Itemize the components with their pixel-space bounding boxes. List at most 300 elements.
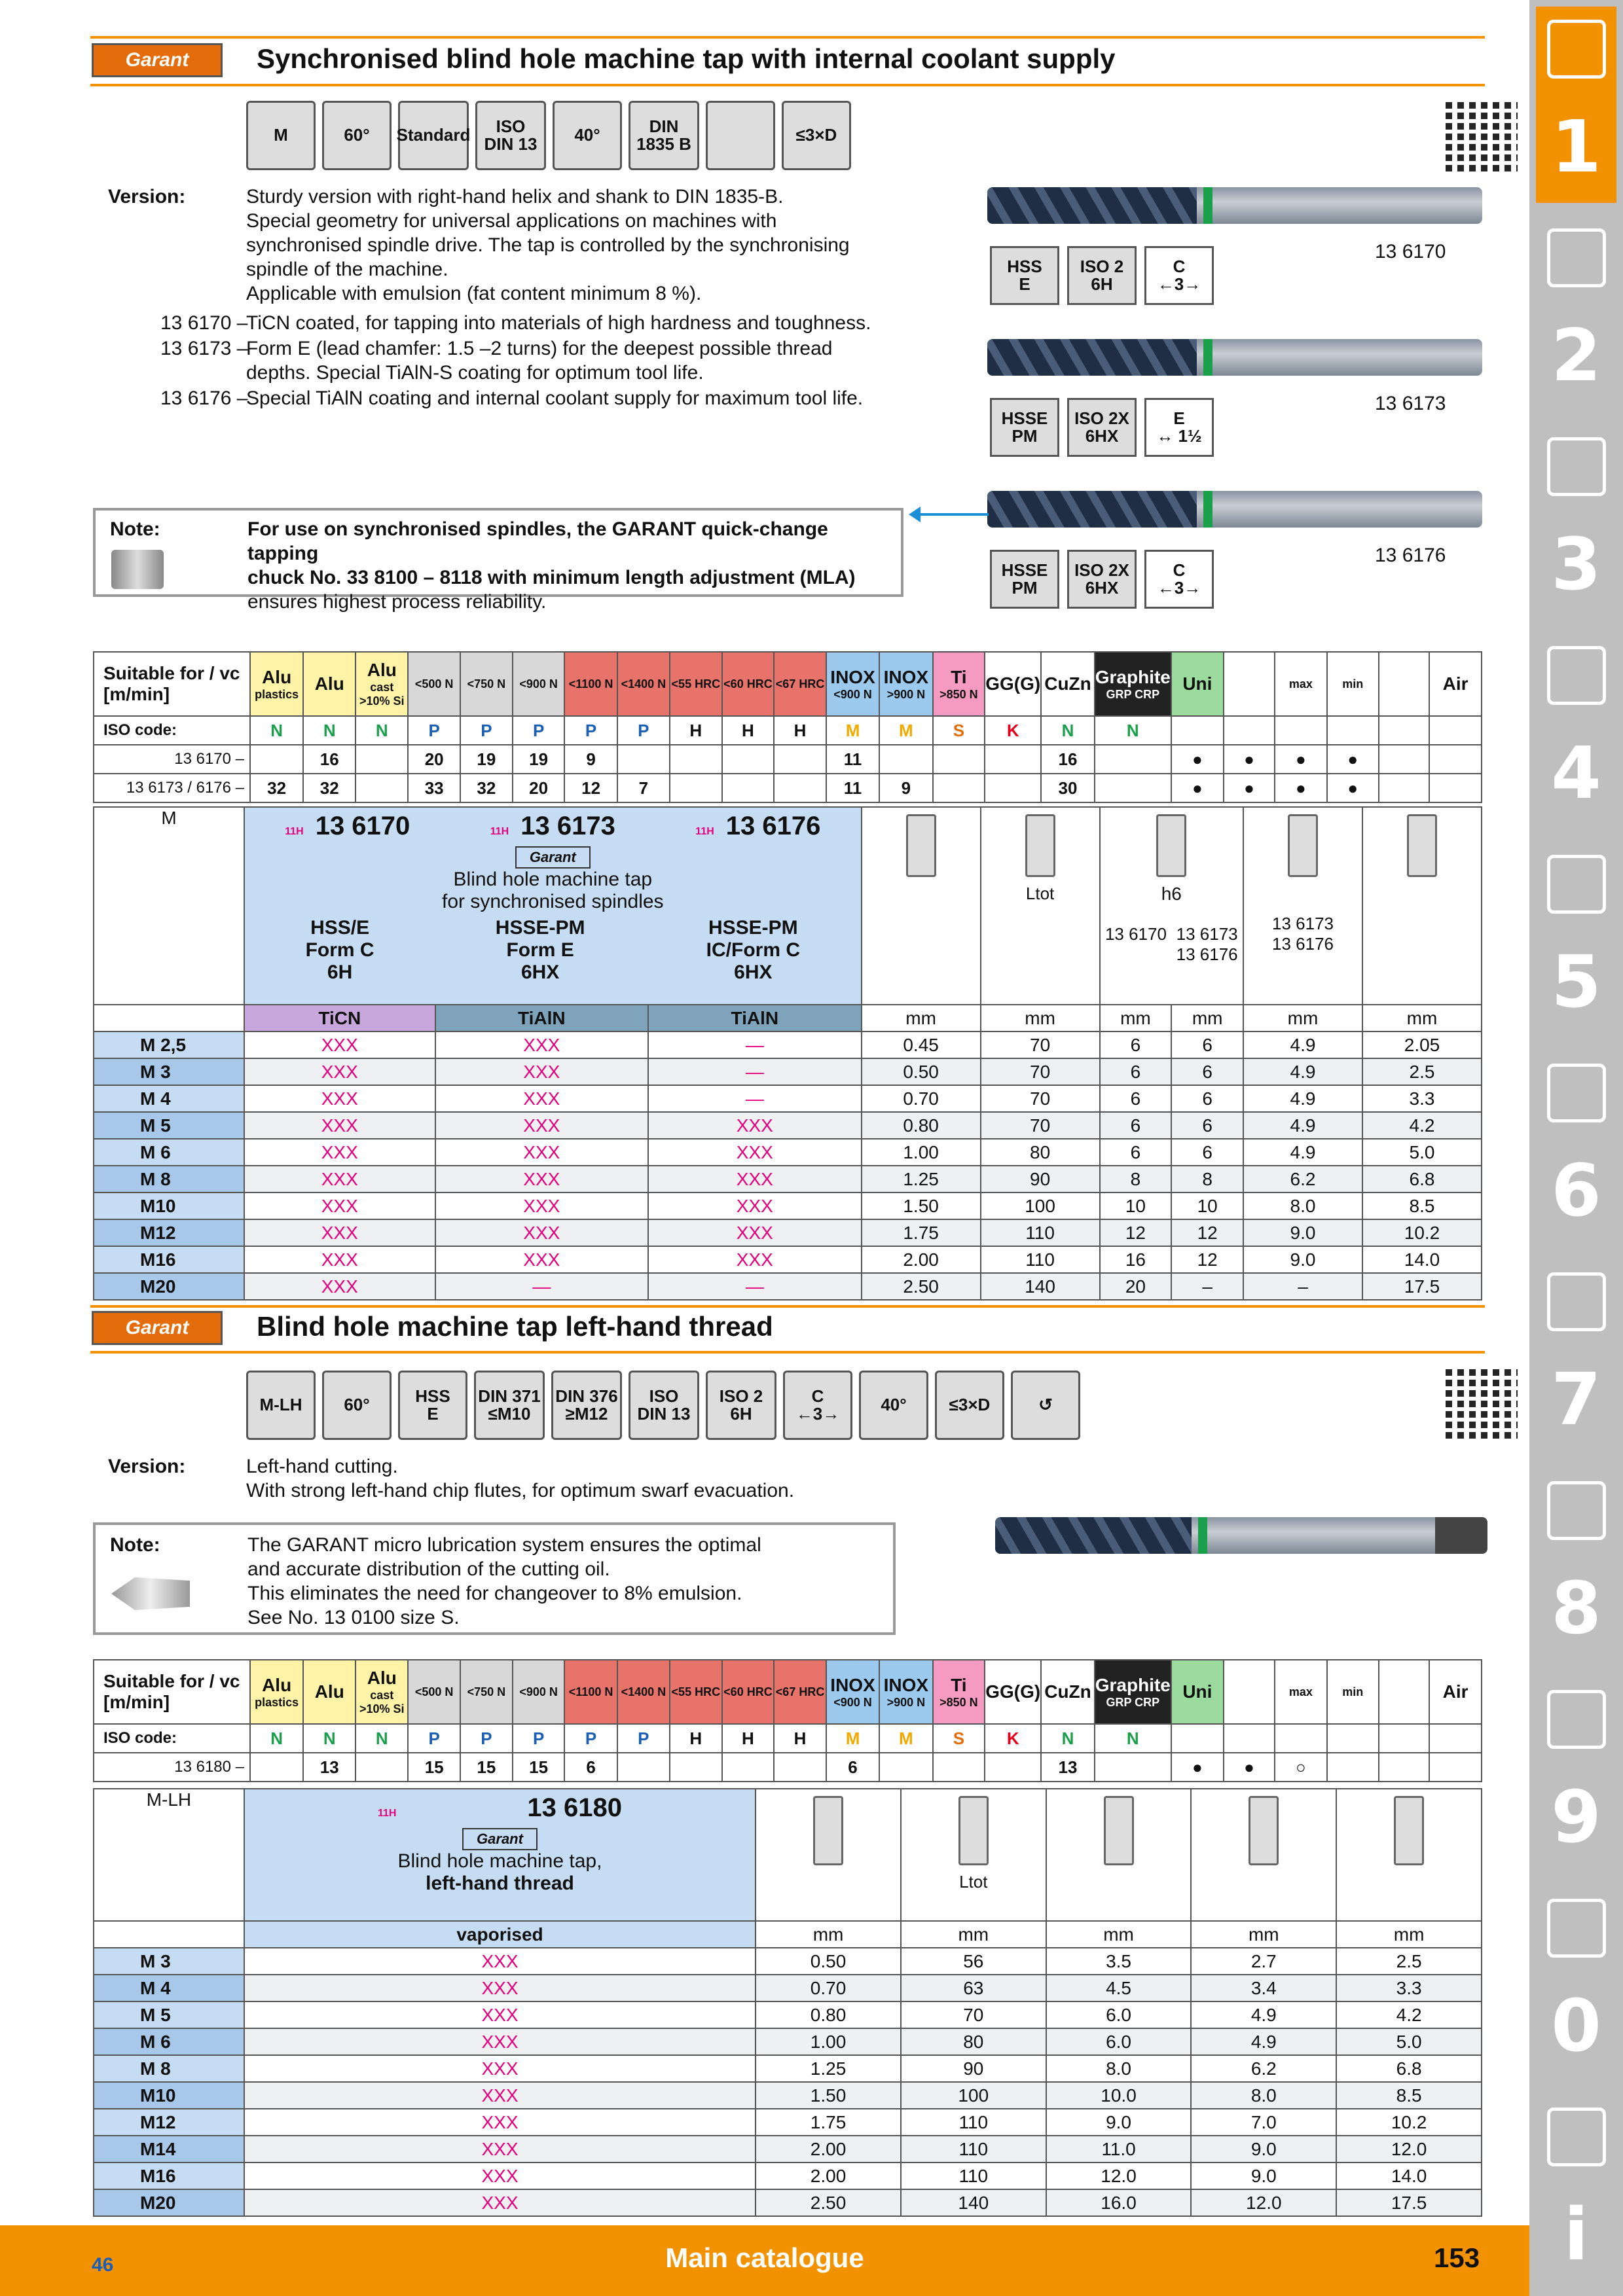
cutting-speed: [879, 745, 932, 774]
pictogram-line-1: ISO: [649, 1386, 679, 1406]
square-icon-graphic: [1288, 814, 1318, 877]
iso-code-label: ISO code:: [94, 1724, 250, 1753]
drill-diameter-icon-graphic: [1394, 1796, 1424, 1865]
cutting-speed: [879, 1753, 932, 1782]
material-column-header: [1429, 652, 1482, 716]
material-line-2: E: [1019, 274, 1030, 294]
article-range: 13 6180 –: [94, 1753, 250, 1782]
material-column-header: [564, 652, 617, 716]
availability: XXX: [648, 1193, 862, 1219]
dimension-value: 63: [901, 1975, 1046, 2001]
material-column-header: [1327, 1660, 1379, 1724]
iso-code: P: [513, 716, 565, 745]
dimension-value: 1.25: [756, 2055, 901, 2082]
availability: XXX: [648, 1112, 862, 1139]
coating-ring: [1203, 187, 1213, 224]
chamfer-form-badge: [1144, 246, 1214, 305]
material-column-header: [933, 652, 985, 716]
dimension-value: 12.0: [1336, 2136, 1482, 2162]
iso-code: P: [564, 1724, 617, 1753]
section2-title: Blind hole machine tap left-hand thread: [257, 1311, 773, 1342]
pictogram-line-1: ↺: [1038, 1395, 1053, 1415]
shank-code: 13 6170: [1104, 924, 1167, 944]
availability: XXX: [435, 1166, 649, 1193]
cutting-speed: [670, 1753, 722, 1782]
material-name: Uni: [1182, 673, 1213, 694]
variant-text: Form E (lead chamfer: 1.5 –2 turns) for the deepest possible thread depths. Special TiAlN-S coating for optimum tool life.: [246, 338, 833, 384]
dimension-value: 17.5: [1336, 2189, 1482, 2216]
version-label-2: Version:: [108, 1456, 186, 1477]
pictogram: [475, 101, 546, 170]
material-line-1: HSSE: [1001, 408, 1048, 428]
material-name: Graphite: [1095, 1674, 1171, 1695]
tolerance-tag: 11H: [695, 826, 714, 837]
cutting-speed: [356, 1753, 408, 1782]
material-column-header: [1171, 652, 1224, 716]
length-icon: [981, 807, 1100, 1005]
material-column-header: [408, 1660, 460, 1724]
text-line: Special geometry for universal applications on machines with: [246, 210, 777, 232]
dimension-value: 6.2: [1191, 2055, 1336, 2082]
material-spec: <55 HRC: [671, 1685, 721, 1698]
iso-code: N: [1095, 1724, 1171, 1753]
material-column-header: [1095, 652, 1171, 716]
material-column-header: [250, 652, 303, 716]
dimension-value: 17.5: [1362, 1273, 1482, 1300]
cutting-speed: 32: [250, 774, 303, 802]
cutting-speed: 13: [1041, 1753, 1095, 1782]
material-column-header: [1224, 1660, 1275, 1724]
text-line: chuck No. 33 8100 – 8118 with minimum length adjustment (MLA): [247, 567, 856, 588]
dimension-value: 80: [981, 1139, 1100, 1166]
length-icon: [901, 1789, 1046, 1921]
cutting-speed: [670, 745, 722, 774]
text-line: See No. 13 0100 size S.: [247, 1607, 460, 1628]
material-name: GG(G): [985, 1681, 1041, 1702]
material-column-header: [1171, 1660, 1224, 1724]
tool-image-136173: [987, 339, 1482, 376]
brand-logo: Garant: [462, 1828, 538, 1850]
text-line: spindle of the machine.: [246, 259, 448, 280]
availability: XXX: [244, 2082, 756, 2109]
dimension-value: 1.75: [862, 1219, 981, 1246]
version-text-2: [246, 1454, 1032, 1503]
availability: XXX: [648, 1139, 862, 1166]
unit-label: mm: [1362, 1005, 1482, 1031]
dimension-value: 6.0: [1046, 2028, 1192, 2055]
material-line-1: HSS: [1007, 256, 1042, 276]
dimension-value: 1.50: [862, 1193, 981, 1219]
cutting-speed: 32: [460, 774, 513, 802]
shank-tolerance: h6: [1161, 884, 1182, 904]
sidebar-tab-number: 2: [1551, 314, 1601, 397]
iso-code: H: [722, 716, 775, 745]
dimension-value: 2.00: [756, 2136, 901, 2162]
article-range: 13 6170 –: [94, 745, 250, 774]
dimension-value: 14.0: [1336, 2162, 1482, 2189]
text-line: synchronised spindle drive. The tap is controlled by the synchronising: [246, 234, 850, 256]
material-line-2: PM: [1012, 578, 1038, 598]
dimension-value: 80: [901, 2028, 1046, 2055]
square-icon: [1191, 1789, 1336, 1921]
iso-code: N: [1041, 1724, 1095, 1753]
cutting-speed: ●: [1171, 1753, 1224, 1782]
tool-type-line: 6HX: [520, 961, 560, 983]
cutting-speed: 9: [879, 774, 932, 802]
pictogram: [782, 101, 851, 170]
dimension-value: 2.05: [1362, 1031, 1482, 1058]
thread-size: M12: [94, 1219, 244, 1246]
availability: XXX: [244, 1948, 756, 1975]
thread-size: M16: [94, 1246, 244, 1273]
pliers-icon: [1547, 1272, 1606, 1331]
material-column-header: [513, 652, 565, 716]
note-label-2: Note:: [110, 1534, 160, 1556]
dimension-value: 0.50: [862, 1058, 981, 1085]
unit-label: mm: [1336, 1921, 1482, 1948]
material-spec: <750 N: [467, 677, 506, 691]
sidebar-tab-9[interactable]: [1536, 1677, 1616, 1873]
material-spec: <750 N: [467, 1685, 506, 1698]
sidebar-tab-number: 9: [1551, 1775, 1601, 1859]
tool-description: left-hand thread: [426, 1873, 574, 1894]
qr-code[interactable]: [1446, 99, 1518, 171]
dimension-value: 4.2: [1362, 1112, 1482, 1139]
dimension-value: 6: [1171, 1139, 1243, 1166]
iso-code: [1379, 1724, 1429, 1753]
sidebar-tab-2[interactable]: [1536, 215, 1616, 412]
dimension-value: 0.80: [756, 2001, 901, 2028]
header-rule-top: [90, 36, 1485, 39]
dimension-value: 12.0: [1046, 2162, 1192, 2189]
material-column-header: [722, 652, 775, 716]
size-column-header: M-LH: [94, 1789, 244, 1921]
tolerance-line-2: 6HX: [1085, 578, 1119, 598]
thread-size: M 5: [94, 2001, 244, 2028]
chamfer-form-badge: [1144, 550, 1214, 609]
dimension-value: 9.0: [1046, 2109, 1192, 2136]
availability: XXX: [435, 1085, 649, 1112]
material-column-header: [460, 652, 513, 716]
holder-icon: [1547, 437, 1606, 496]
pictogram-line-2: ≤3×D: [949, 1395, 991, 1415]
footer-bar: [0, 2225, 1529, 2296]
thread-size: M20: [94, 2189, 244, 2216]
material-spec: <67 HRC: [775, 677, 825, 691]
material-name: INOX: [830, 1674, 875, 1695]
material-name: Air: [1442, 673, 1468, 694]
material-column-header: [564, 1660, 617, 1724]
dimension-value: 6: [1171, 1085, 1243, 1112]
dimension-value: 8.0: [1191, 2082, 1336, 2109]
availability: XXX: [244, 2162, 756, 2189]
text-line: This eliminates the need for changeover to 8% emulsion.: [247, 1583, 742, 1604]
material-name: GG(G): [985, 673, 1041, 694]
sidebar-tab-number: 5: [1551, 940, 1601, 1024]
availability: XXX: [244, 2109, 756, 2136]
dimension-value: 9.0: [1191, 2162, 1336, 2189]
availability: XXX: [244, 1273, 435, 1300]
pictogram: [553, 101, 622, 170]
safety-icon: [1547, 1899, 1606, 1958]
material-column-header: [460, 1660, 513, 1724]
chapter-sidebar: [1529, 0, 1623, 2296]
dimension-value: 6: [1171, 1058, 1243, 1085]
pictogram-line-2: 40°: [574, 125, 600, 145]
material-spec: min: [1342, 677, 1364, 691]
cutting-speed: [1095, 745, 1171, 774]
unit-label: mm: [756, 1921, 901, 1948]
dimension-value: –: [1243, 1273, 1362, 1300]
empty-cell: [94, 1921, 244, 1948]
variant-text: Special TiAlN coating and internal coolant supply for maximum tool life.: [246, 387, 864, 409]
material-column-header: [774, 1660, 826, 1724]
material-column-header: [408, 652, 460, 716]
iso-code: [1429, 1724, 1482, 1753]
availability: XXX: [244, 1166, 435, 1193]
chamfer-form: E: [1173, 408, 1185, 428]
variant-code: 13 6176 –: [160, 387, 248, 409]
thread-size: M 4: [94, 1975, 244, 2001]
tolerance-line-1: ISO 2: [1080, 256, 1124, 276]
pictogram: [629, 101, 699, 170]
iso-code: M: [879, 1724, 932, 1753]
iso-code: [1327, 1724, 1379, 1753]
tolerance-line-2: 6H: [1091, 274, 1113, 294]
sidebar-tab-number: i: [1563, 2193, 1589, 2276]
cutting-speed: 20: [513, 774, 565, 802]
tool-type-line: Form C: [305, 939, 374, 961]
dimension-value: 3.3: [1362, 1085, 1482, 1112]
material-spec: >850 N: [939, 1695, 978, 1709]
dimension-value: 70: [901, 2001, 1046, 2028]
material-spec: <67 HRC: [775, 1685, 825, 1698]
availability: XXX: [648, 1246, 862, 1273]
cutting-speed: ●: [1224, 745, 1275, 774]
tool-code: 13 6176: [1375, 545, 1446, 566]
info-icon: [1547, 2108, 1606, 2166]
dimension-value: 90: [901, 2055, 1046, 2082]
availability: XXX: [435, 1058, 649, 1085]
note-box-2: [93, 1522, 896, 1635]
pictogram-line-2: E: [427, 1404, 439, 1424]
dimension-value: 90: [981, 1166, 1100, 1193]
cutting-speed: 19: [460, 745, 513, 774]
dimension-value: 11.0: [1046, 2136, 1192, 2162]
material-spec: <60 HRC: [723, 1685, 773, 1698]
pictogram-line-2: Standard: [396, 125, 471, 145]
thread-size: M12: [94, 2109, 244, 2136]
cutting-speed: [774, 1753, 826, 1782]
pictogram-line-1: C: [811, 1386, 824, 1406]
tool-flute: [987, 491, 1197, 528]
cutting-speed: ●: [1224, 774, 1275, 802]
iso-code: P: [408, 716, 460, 745]
thread-size: M10: [94, 2082, 244, 2109]
cutting-speed: 16: [303, 745, 356, 774]
availability: XXX: [435, 1031, 649, 1058]
dimension-value: 100: [901, 2082, 1046, 2109]
note-box: [93, 508, 903, 613]
tool-type-line: HSS/E: [310, 917, 370, 939]
material-spec: >850 N: [939, 687, 978, 701]
dimension-value: 4.9: [1243, 1031, 1362, 1058]
sidebar-tab-7[interactable]: [1536, 1259, 1616, 1456]
dimension-value: 110: [901, 2109, 1046, 2136]
sidebar-tab-8[interactable]: [1536, 1468, 1616, 1664]
material-badge: [990, 246, 1059, 305]
dimension-value: 0.45: [862, 1031, 981, 1058]
dimension-value: 3.3: [1336, 1975, 1482, 2001]
cutting-speed: 7: [617, 774, 670, 802]
dimension-value: 6: [1100, 1031, 1172, 1058]
material-column-header: [1095, 1660, 1171, 1724]
wrench-icon: [1547, 1064, 1606, 1122]
cutting-speed: [933, 774, 985, 802]
sidebar-tab-number: 4: [1551, 731, 1601, 815]
qr-code-2[interactable]: [1446, 1367, 1518, 1439]
pictogram-line-2: ≤3×D: [795, 125, 837, 145]
availability: XXX: [244, 1139, 435, 1166]
material-column-header: [513, 1660, 565, 1724]
material-spec: min: [1342, 1685, 1364, 1698]
dimension-value: 0.70: [756, 1975, 901, 2001]
length-label: Ltot: [1025, 884, 1055, 903]
material-name: Graphite: [1095, 666, 1171, 687]
material-column-header: [250, 1660, 303, 1724]
suitability-header-label: Suitable for / vc [m/min]: [94, 1660, 250, 1724]
availability: —: [648, 1273, 862, 1300]
material-column-header: [1379, 652, 1429, 716]
cutting-speed: [356, 774, 408, 802]
cutting-speed: [1379, 774, 1429, 802]
iso-code: S: [933, 1724, 985, 1753]
availability: XXX: [648, 1166, 862, 1193]
material-column-header: [933, 1660, 985, 1724]
dimension-value: 5.0: [1362, 1139, 1482, 1166]
dimension-value: 1.00: [862, 1139, 981, 1166]
material-name: CuZn: [1044, 1681, 1091, 1702]
sidebar-tab-4[interactable]: [1536, 633, 1616, 829]
pictogram-line-1: M: [274, 125, 288, 145]
material-line-1: HSSE: [1001, 560, 1048, 580]
drill-diameter-icon: [1336, 1789, 1482, 1921]
pictogram-line-1: ISO: [496, 116, 526, 136]
material-column-header: [879, 652, 932, 716]
dimension-value: 4.9: [1243, 1085, 1362, 1112]
iso-code: H: [670, 1724, 722, 1753]
material-column-header: [1224, 652, 1275, 716]
text-line: Applicable with emulsion (fat content minimum 8 %).: [246, 283, 702, 304]
cutting-speed: [985, 745, 1041, 774]
pictogram-line-1: HSS: [415, 1386, 450, 1406]
length-label: Ltot: [959, 1872, 988, 1892]
dimension-value: 1.25: [862, 1166, 981, 1193]
dimension-value: 6: [1100, 1112, 1172, 1139]
material-badge: [990, 550, 1059, 609]
dimension-value: 6.0: [1046, 2001, 1192, 2028]
cutting-speed: 11: [826, 774, 879, 802]
cutting-speed: [933, 1753, 985, 1782]
cutting-speed: 13: [303, 1753, 356, 1782]
chamfer-form-badge: [1144, 398, 1214, 457]
shank-icon-graphic: [1156, 814, 1186, 877]
sidebar-tab-6[interactable]: [1536, 1050, 1616, 1247]
material-column-header: [303, 1660, 356, 1724]
sidebar-tab-number: 1: [1551, 105, 1601, 188]
cutting-speed: 9: [564, 745, 617, 774]
iso-code: H: [670, 716, 722, 745]
brand-logo: Garant: [515, 846, 591, 869]
tool-flute: [987, 339, 1197, 376]
iso-code: [1275, 716, 1326, 745]
shank-icon: [1100, 807, 1243, 1005]
cutting-speed: 16: [1041, 745, 1095, 774]
availability: XXX: [244, 1246, 435, 1273]
unit-label: mm: [981, 1005, 1100, 1031]
material-name: Ti: [951, 666, 967, 687]
pictogram-line-1: M-LH: [259, 1395, 302, 1415]
pictogram-line-2: 1835 B: [636, 134, 691, 154]
dimension-value: 2.50: [756, 2189, 901, 2216]
cutting-speed: 6: [564, 1753, 617, 1782]
article-header: [244, 1789, 756, 1921]
iso-code: N: [250, 1724, 303, 1753]
dimension-value: 10.0: [1046, 2082, 1192, 2109]
iso-code: [1171, 716, 1224, 745]
material-column-header: [826, 1660, 879, 1724]
material-spec: <1400 N: [621, 1685, 666, 1698]
pictogram-line-1: 60°: [344, 1395, 370, 1415]
cutting-speed: [722, 745, 775, 774]
material-column-header: [1429, 1660, 1482, 1724]
square-icon-graphic: [1249, 1796, 1279, 1865]
lubrication-nozzle-icon: [111, 1577, 190, 1610]
length-icon-graphic: [1025, 814, 1055, 877]
cutting-speed: [1095, 1753, 1171, 1782]
sidebar-tab-3[interactable]: [1536, 424, 1616, 620]
thread-size: M 5: [94, 1112, 244, 1139]
iso-code: N: [356, 1724, 408, 1753]
sidebar-tab-number: 7: [1551, 1357, 1601, 1441]
material-spec: <55 HRC: [671, 677, 721, 691]
material-spec: <1100 N: [568, 1685, 613, 1698]
thread-size: M 6: [94, 2028, 244, 2055]
section1-title: Synchronised blind hole machine tap with internal coolant supply: [257, 43, 1116, 74]
cutting-speed: 19: [513, 745, 565, 774]
sidebar-tab-1[interactable]: [1536, 7, 1616, 203]
availability: XXX: [648, 1219, 862, 1246]
tolerance-line-1: ISO 2X: [1074, 560, 1129, 580]
square-icon: [1243, 807, 1362, 1005]
sidebar-tab-5[interactable]: [1536, 842, 1616, 1038]
cutting-speed: 30: [1041, 774, 1095, 802]
sidebar-tab-i[interactable]: [1536, 2094, 1616, 2291]
material-spec: max: [1288, 1685, 1313, 1698]
cutting-speed: [250, 1753, 303, 1782]
cutting-speed: 12: [564, 774, 617, 802]
dimension-value: 4.9: [1243, 1139, 1362, 1166]
material-name: Ti: [951, 1674, 967, 1695]
dimension-value: 6: [1171, 1031, 1243, 1058]
sidebar-tab-0[interactable]: [1536, 1886, 1616, 2082]
cutting-speed: [1095, 774, 1171, 802]
material-spec: <60 HRC: [723, 677, 773, 691]
pictogram: [551, 1371, 622, 1440]
dimension-value: 8.0: [1046, 2055, 1192, 2082]
iso-code: [1224, 716, 1275, 745]
material-column-header: [670, 1660, 722, 1724]
